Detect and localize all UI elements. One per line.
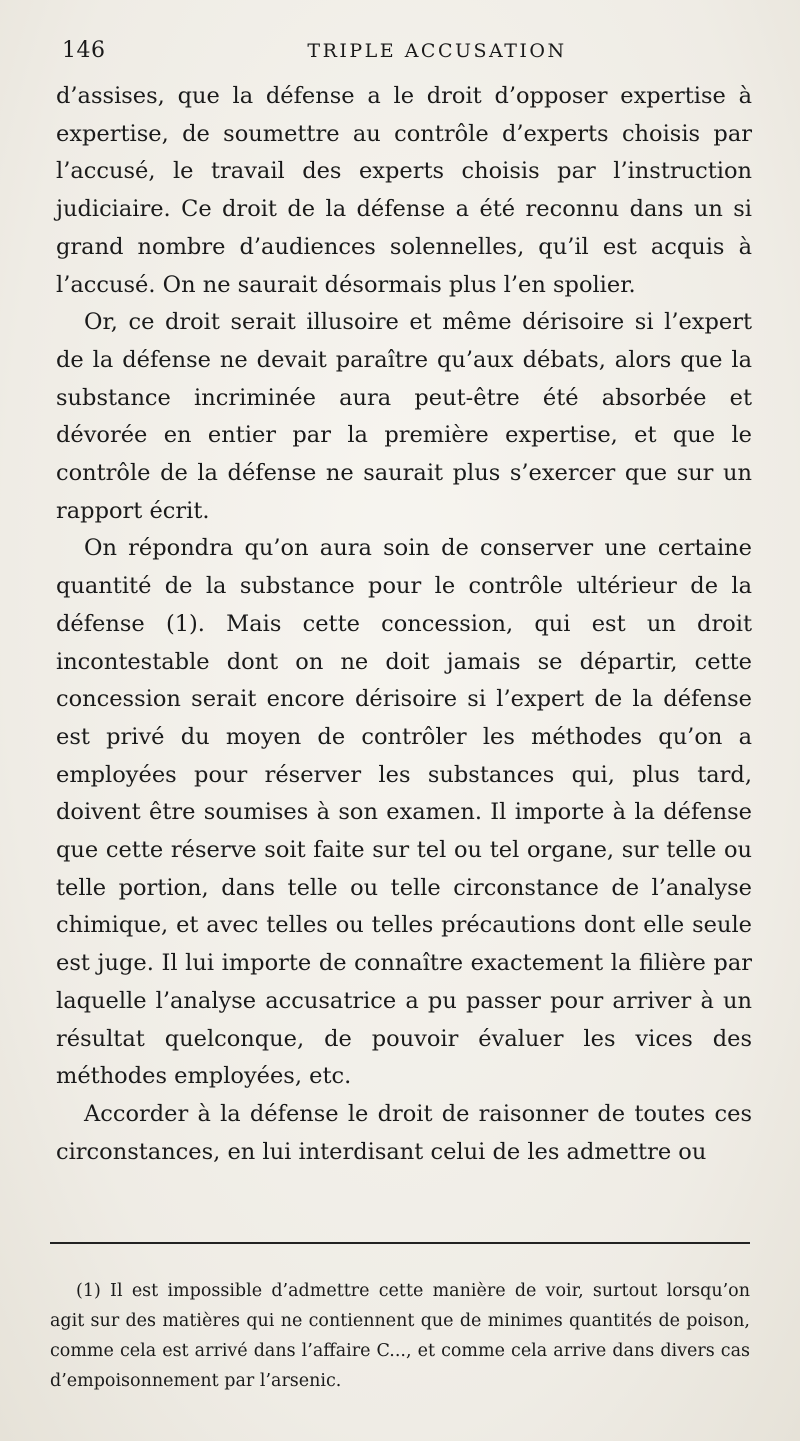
page-header <box>62 38 752 72</box>
paragraph: Accorder à la défense le droit de raisonner de toutes ces circonstances, en lui interdisant celui de les admettre ou <box>56 1100 752 1165</box>
page-number: 146 <box>62 38 106 63</box>
paragraph: Or, ce droit serait illusoire et même dérisoire si l’expert de la défense ne devait paraître qu’aux débats, alors que la substance incriminée aura peut-être été absorbée et dévorée en entier par la première expertise, et que le contrôle de la défense ne saurait plus s’exercer que sur un rapport écrit. <box>56 309 752 524</box>
running-head: TRIPLE ACCUSATION <box>307 40 567 62</box>
footnote-divider <box>50 1242 750 1244</box>
paragraph: On répondra qu’on aura soin de conserver une certaine quantité de la substance pour le contrôle ultérieur de la défense (1). Mais cette concession, qui est un droit incontestable dont on ne doit jamais se départir, cette concession serait encore dérisoire si l’expert de la défense est privé du moyen de contrôler les méthodes qu’on a employées pour réserver les substances qui, plus tard, doivent être soumises à son examen. Il importe à la défense que cette réserve soit faite sur tel ou tel organe, sur telle ou telle portion, dans telle ou telle circonstance de l’analyse chimique, et avec telles ou telles précautions dont elle seule est juge. Il lui importe de connaître exactement la filière par laquelle l’analyse accusatrice a pu passer pour arriver à un résultat quelconque, de pouvoir évaluer les vices des méthodes employées, etc. <box>56 535 752 1090</box>
footnote: (1) Il est impossible d’admettre cette manière de voir, surtout lorsqu’on agit sur des matières qui ne contiennent que de minimes quantités de poison, comme cela est arrivé dans l’affaire C..., et comme cela arrive dans divers cas d’empoisonnement par l’arsenic. <box>50 1281 750 1391</box>
paragraph: d’assises, que la défense a le droit d’opposer expertise à expertise, de soumettre au contrôle d’experts choisis par l’accusé, le travail des experts choisis par l’instruction judiciaire. Ce droit de la défense a été reconnu dans un si grand nombre d’audiences solennelles, qu’il est acquis à l’accusé. On ne saurait désormais plus l’en spolier. <box>56 83 752 298</box>
main-text <box>56 78 752 1171</box>
